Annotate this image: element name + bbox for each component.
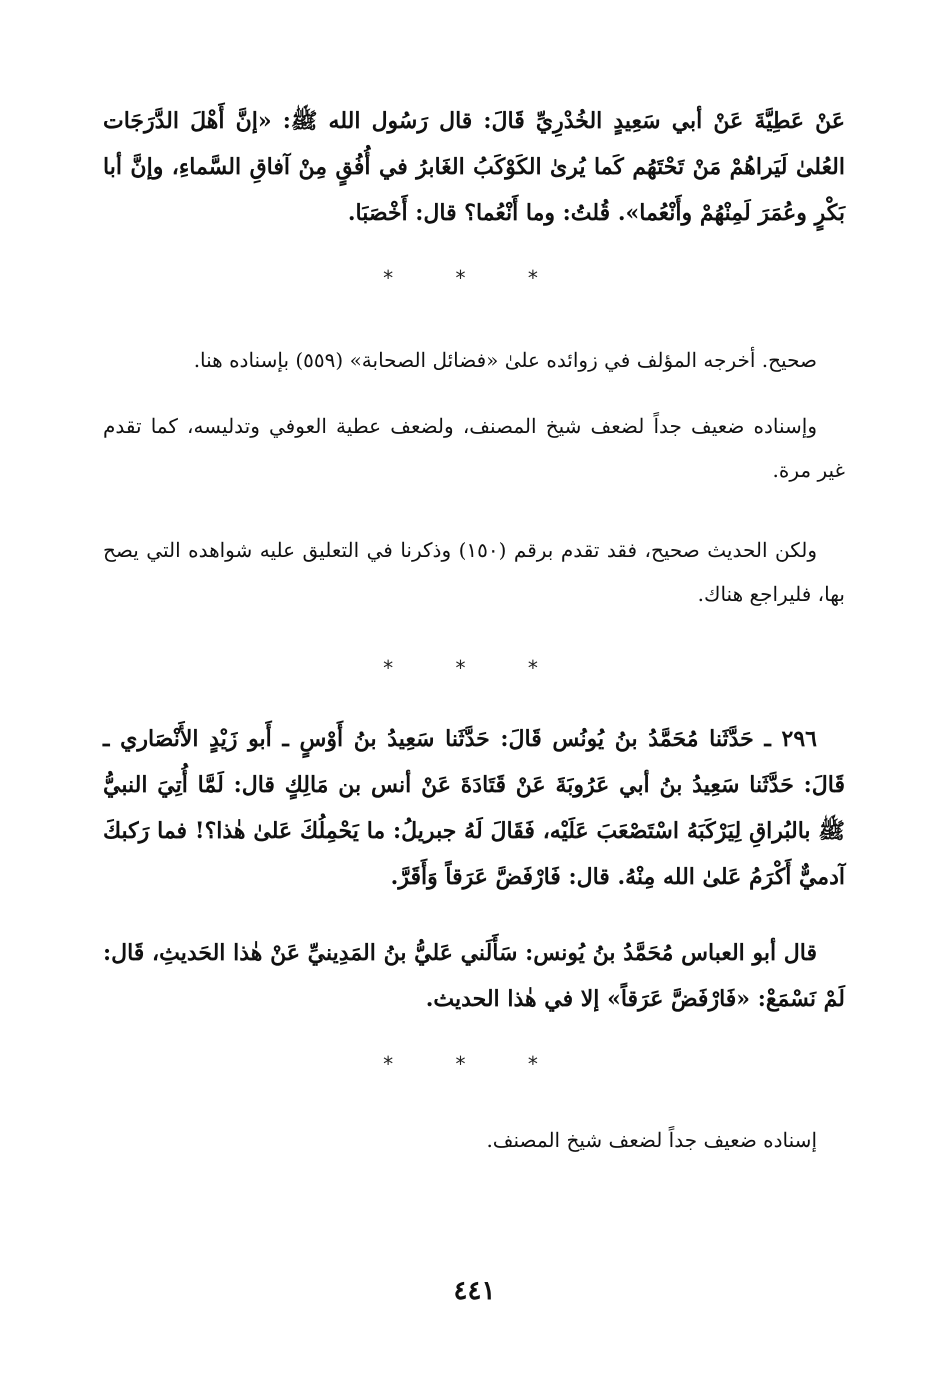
page-number: ٤٤١ [453, 1276, 496, 1306]
final-grading-note: إسناده ضعيف جداً لضعف شيخ المصنف. [486, 1128, 817, 1152]
chain-weakness-note: وإسناده ضعيف جداً لضعف شيخ المصنف، ولضعف عطية العوفي وتدليسه، كما تقدم غير مرة. [103, 414, 845, 482]
hadith-296-text: ٢٩٦ ـ حَدَّثَنا مُحَمَّدُ بنُ يُونُس قَالَ: حَدَّثَنا سَعِيدُ بنُ أَوْسٍ ـ أَبو زَيْدٍ الأَنْصَاري ـ قَالَ: حَدَّثَنا سَعِيدُ بنُ أبي عَرُوبَةَ عَنْ قَتَادَةَ عَنْ أنس بن مَالِكٍ قال: لَمَّا أُتِيَ النبيُّ ﷺ بالبُراقِ لِيَرْكَبَهُ اسْتَصْعَبَ عَلَيْه، فَقَالَ لَهُ جبريلُ: ما يَحْمِلُكَ عَلىٰ هٰذا؟! فما رَكبكَ آدميٌّ أَكْرَمُ عَلىٰ الله مِنْهُ. قال: فَارْفَضَّ عَرَقاً وَأَقَرَّ. [103, 726, 845, 890]
section-separator-1: * * * [383, 266, 566, 290]
section-separator-2: * * * [383, 656, 566, 680]
section-separator-3: * * * [383, 1052, 566, 1076]
grading-note: صحيح. أخرجه المؤلف في زوائده علىٰ «فضائل الصحابة» (٥٥٩) بإسناده هنا. [193, 348, 817, 372]
hadith-296-comment: قال أبو العباس مُحَمَّدُ بنُ يُونس: سَأَلَني عَليُّ بنُ المَدِينيِّ عَنْ هٰذا الحَديثِ، قَال: لَمْ نَسْمَعْ: «فَارْفَضَّ عَرَقاً» إلا في هٰذا الحديث. [103, 940, 845, 1012]
authenticity-note: ولكن الحديث صحيح، فقد تقدم برقم (١٥٠) وذكرنا في التعليق عليه شواهده التي يصح بها، فليراجع هناك. [103, 538, 845, 606]
hadith-295-text: عَنْ عَطِيَّةَ عَنْ أبي سَعِيدٍ الخُدْرِيِّ قَالَ: قال رَسُول الله ﷺ: «إنَّ أَهْلَ الدَّرَجَات العُلىٰ لَيَراهُمْ مَنْ تَحْتَهُم كَما يُرىٰ الكَوْكَبُ الغَابرُ في أُفُقٍ مِنْ آفاقِ السَّماءِ، وإنَّ أبا بَكْرٍ وعُمَرَ لَمِنْهُمْ وأَنْعُما». قُلتُ: وما أَنْعُما؟ قال: أَخْصَبَا. [103, 108, 846, 226]
